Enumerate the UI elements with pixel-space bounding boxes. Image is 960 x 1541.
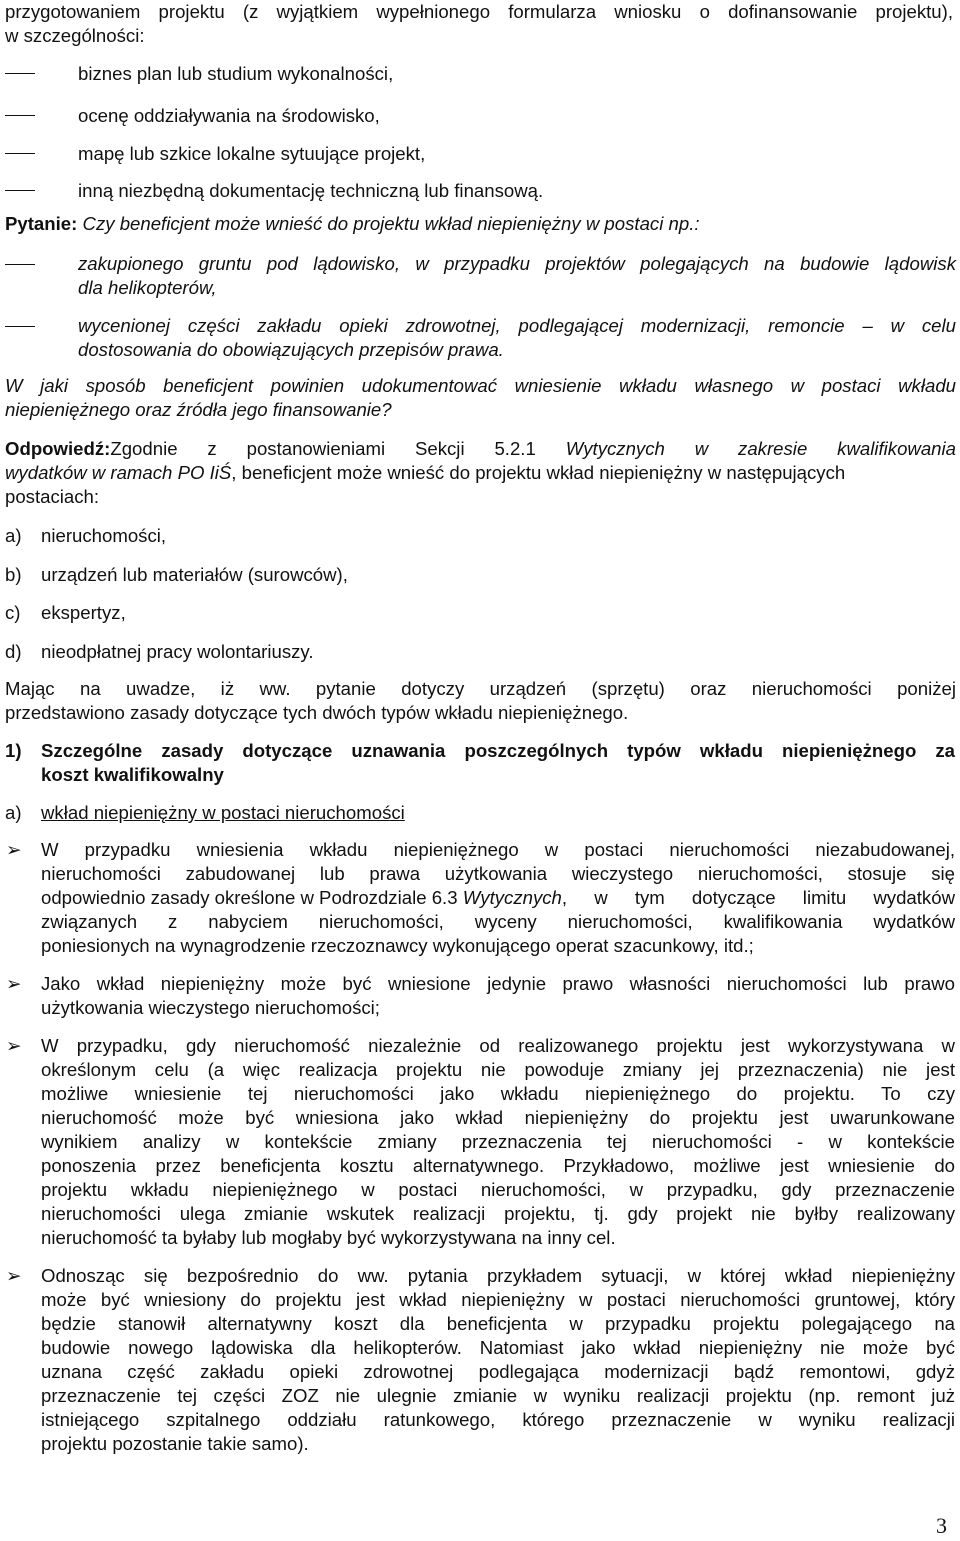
intro-line-2: w szczególności: — [5, 25, 145, 46]
section-title-line-1: Szczególne zasady dotyczące uznawania poszczególnych typów wkładu niepieniężnego za — [41, 740, 955, 761]
dash-marker — [5, 73, 35, 74]
list-item: mapę lub szkice lokalne sytuujące projekt, — [78, 143, 426, 164]
bullet-4-line: będzie stanowił alternatywny koszt dla beneficjenta w przypadku projektu polegającego na — [41, 1313, 955, 1334]
bullet-2-line-2: użytkowania wieczystego nieruchomości; — [41, 997, 380, 1018]
intro-line-1: przygotowaniem projektu (z wyjątkiem wypełnionego formularza wniosku o dofinansowanie projektu), — [5, 1, 953, 22]
dash-marker — [5, 115, 35, 116]
list-item: ocenę oddziaływania na środowisko, — [78, 105, 380, 126]
context-line-2: przedstawiono zasady dotyczące tych dwóch typów wkładu niepieniężnego. — [5, 702, 629, 723]
bullet-2-line-1: Jako wkład niepieniężny może być wniesione jedynie prawo własności nieruchomości lub prawo — [41, 973, 955, 994]
question-heading — [5, 212, 700, 236]
question-text: Czy beneficjent może wnieść do projektu wkład niepieniężny w postaci np.: — [77, 213, 700, 234]
bullet-3-line: nieruchomość ta byłaby lub mogłaby być wykorzystywana na inny cel. — [41, 1227, 616, 1248]
bullet-4-line: uznana część zakładu opieki zdrowotnej podlegająca modernizacji bądź remontowi, gdyż — [41, 1361, 955, 1382]
bullet-4-line: projektu pozostanie takie samo). — [41, 1433, 309, 1454]
bullet-4-line: może być wniesiony do projektu jest wkład niepieniężny w postaci nieruchomości gruntowej, który — [41, 1289, 955, 1310]
bullet-1-line-4: związanych z nabyciem nieruchomości, wyceny nieruchomości, kwalifikowania wydatków — [41, 911, 955, 932]
page-number: 3 — [936, 1513, 947, 1538]
question-item-1-line-1: zakupionego gruntu pod lądowisko, w przypadku projektów polegających na budowie lądowisk — [78, 253, 956, 274]
bullet-3-line: możliwe wniesienie tej nieruchomości jako wkładu niepieniężnego do projektu. To czy — [41, 1083, 955, 1104]
bullet-4-line: Odnosząc się bezpośrednio do ww. pytania przykładem sytuacji, w której wkład niepieniężny — [41, 1265, 955, 1286]
dash-marker — [5, 264, 35, 265]
bullet-3-line: nieruchomości ulega zmianie wskutek realizacji projektu, tj. gdy projekt nie byłby realizowany — [41, 1203, 955, 1224]
subsection-letter: a) — [5, 802, 22, 823]
bullet-3-line: projektu wkładu niepieniężnego w postaci nieruchomości, w przypadku, gdy przeznaczenie — [41, 1179, 955, 1200]
form-item: a) nieruchomości, — [5, 525, 167, 546]
bullet-3-line: określonym celu (a więc realizacja projektu nie powoduje zmiany jej przeznaczenia) nie jest — [41, 1059, 955, 1080]
bullet-1-line-3: odpowiednio zasady określone w Podrozdziale 6.3 Wytycznych, w tym dotyczące limitu wydatków — [41, 887, 955, 908]
bullet-arrow-icon: ➢ — [6, 839, 22, 860]
answer-line-2: wydatków w ramach PO IiŚ, beneficjent może wnieść do projektu wkład niepieniężny w następujących — [5, 462, 846, 483]
bullet-3-line: W przypadku, gdy nieruchomość niezależnie od realizowanego projektu jest wykorzystywana w — [41, 1035, 955, 1056]
form-item: b) urządzeń lub materiałów (surowców), — [5, 564, 348, 585]
dash-marker — [5, 326, 35, 327]
question-item-1-line-2: dla helikopterów, — [78, 277, 217, 298]
question-follow-line-2: niepieniężnego oraz źródła jego finansowanie? — [5, 399, 392, 420]
answer-label: Odpowiedź: — [5, 438, 111, 459]
question-item-2-line-1: wycenionej części zakładu opieki zdrowotnej, podlegającej modernizacji, remoncie – w celu — [78, 315, 956, 336]
dash-marker — [5, 153, 35, 154]
list-item: biznes plan lub studium wykonalności, — [78, 63, 394, 84]
answer-line-1 — [5, 437, 956, 461]
context-line-1: Mając na uwadze, iż ww. pytanie dotyczy urządzeń (sprzętu) oraz nieruchomości poniżej — [5, 678, 956, 699]
bullet-arrow-icon: ➢ — [6, 973, 22, 994]
form-item: d) nieodpłatnej pracy wolontariuszy. — [5, 641, 314, 662]
bullet-4-line: istniejącego szpitalnego oddziału ratunkowego, którego przeznaczenie w wyniku realizacji — [41, 1409, 955, 1430]
bullet-1-line-2: nieruchomości zabudowanej lub prawa użytkowania wieczystego nieruchomości, stosuje się — [41, 863, 955, 884]
bullet-arrow-icon: ➢ — [6, 1035, 22, 1056]
bullet-3-line: nieruchomość może być wniesiona jako wkład niepieniężny do projektu jest uwarunkowane — [41, 1107, 955, 1128]
list-item: inną niezbędną dokumentację techniczną lub finansową. — [78, 180, 544, 201]
answer-line-3: postaciach: — [5, 486, 100, 507]
bullet-4-line: przeznaczenie tej części ZOZ nie ulegnie zmianie w wyniku realizacji projektu (np. remont już — [41, 1385, 955, 1406]
question-item-2-line-2: dostosowania do obowiązujących przepisów prawa. — [78, 339, 504, 360]
bullet-arrow-icon: ➢ — [6, 1265, 22, 1286]
section-number: 1) — [5, 740, 22, 761]
bullet-1-line-5: poniesionych na wynagrodzenie rzeczoznawcy wykonującego operat szacunkowy, itd.; — [41, 935, 754, 956]
form-item: c) ekspertyz, — [5, 602, 126, 623]
dash-marker — [5, 190, 35, 191]
question-label: Pytanie: — [5, 213, 78, 234]
bullet-3-line: wynikiem analizy w kontekście zmiany przeznaczenia tej nieruchomości - w kontekście — [41, 1131, 955, 1152]
section-title-line-2: koszt kwalifikowalny — [41, 764, 224, 785]
bullet-4-line: budowie nowego lądowiska dla helikopterów. Natomiast jako wkład niepieniężny nie może być — [41, 1337, 955, 1358]
bullet-3-line: ponoszenia przez beneficjenta kosztu alternatywnego. Przykładowo, możliwe jest wniesienie do — [41, 1155, 955, 1176]
answer-text-1: Zgodnie z postanowieniami Sekcji 5.2.1 Wytycznych w zakresie kwalifikowania — [110, 438, 956, 459]
question-follow-line-1: W jaki sposób beneficjent powinien udokumentować wniesienie wkładu własnego w postaci wkładu — [5, 375, 956, 396]
subsection-title: wkład niepieniężny w postaci nieruchomości — [41, 802, 405, 823]
bullet-1-line-1: W przypadku wniesienia wkładu niepieniężnego w postaci nieruchomości niezabudowanej, — [41, 839, 955, 860]
